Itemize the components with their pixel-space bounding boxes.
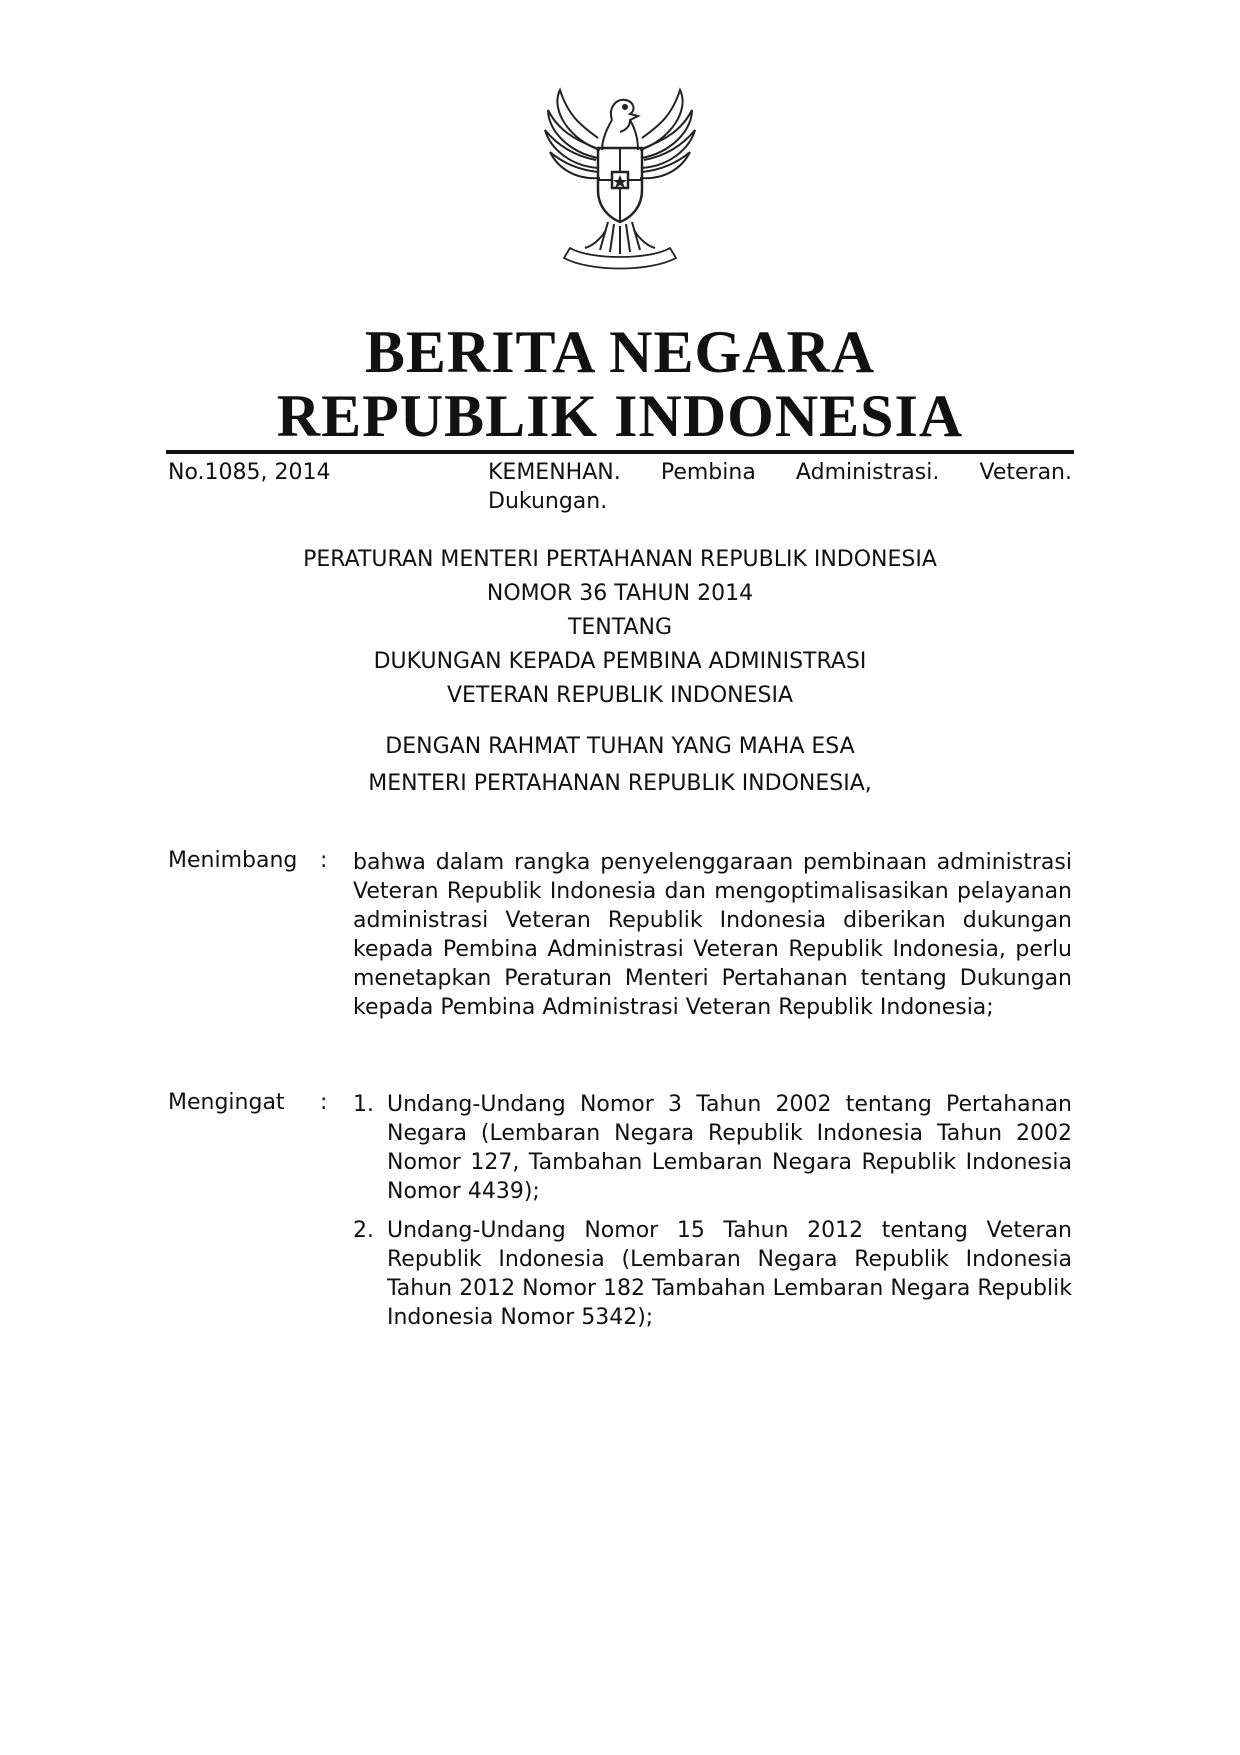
gazette-number: No.1085, 2014 xyxy=(168,460,331,485)
item-number: 1. xyxy=(353,1092,374,1117)
menimbang-text: bahwa dalam rangka penyelenggaraan pembinaan administrasi Veteran Republik Indonesia dan mengoptimalisasikan pelayanan administrasi Veteran Republik Indonesia diberikan dukungan kepada Pembina Administrasi Veteran Republik Indonesia, perlu menetapkan Peraturan Menteri Pertahanan tentang Dukungan kepada Pembina Administrasi Veteran Republik Indonesia; xyxy=(353,850,1072,1020)
invocation: DENGAN RAHMAT TUHAN YANG MAHA ESA xyxy=(385,734,855,759)
heading-line: TENTANG xyxy=(567,615,673,640)
regulation-heading xyxy=(160,543,1080,713)
item-text: Undang-Undang Nomor 15 Tahun 2012 tentang Veteran Republik Indonesia (Lembaran Negara Republik Indonesia Tahun 2012 Nomor 182 Tambahan Lembaran Negara Republik Indonesia Nomor 5342); xyxy=(387,1218,1072,1330)
garuda-emblem-icon xyxy=(530,80,710,280)
heading-line: VETERAN REPUBLIK INDONESIA xyxy=(446,683,794,708)
mengingat-item xyxy=(353,1216,1072,1332)
heading-line: DUKUNGAN KEPADA PEMBINA ADMINISTRASI xyxy=(373,649,867,674)
mengingat-label: Mengingat xyxy=(168,1090,285,1115)
mengingat-item xyxy=(353,1090,1072,1206)
gazette-topic-line-1: KEMENHAN. Pembina Administrasi. Veteran. xyxy=(488,460,1072,485)
item-text: Undang-Undang Nomor 3 Tahun 2002 tentang Pertahanan Negara (Lembaran Negara Republik Indonesia Tahun 2002 Nomor 127, Tambahan Lembaran Negara Republik Indonesia Nomor 4439); xyxy=(387,1092,1072,1204)
heading-line: NOMOR 36 TAHUN 2014 xyxy=(486,581,754,606)
menimbang-label: Menimbang xyxy=(168,848,298,873)
masthead-divider xyxy=(166,450,1074,454)
menimbang-colon: : xyxy=(320,848,328,873)
masthead-subtitle: REPUBLIK INDONESIA xyxy=(276,383,964,449)
heading-line: PERATURAN MENTERI PERTAHANAN REPUBLIK INDONESIA xyxy=(303,547,937,572)
mengingat-colon: : xyxy=(320,1090,328,1115)
gazette-topic-line-2: Dukungan. xyxy=(488,489,608,514)
authority-line: MENTERI PERTAHANAN REPUBLIK INDONESIA, xyxy=(368,771,872,796)
item-number: 2. xyxy=(353,1218,374,1243)
masthead-title: BERITA NEGARA xyxy=(364,319,876,385)
